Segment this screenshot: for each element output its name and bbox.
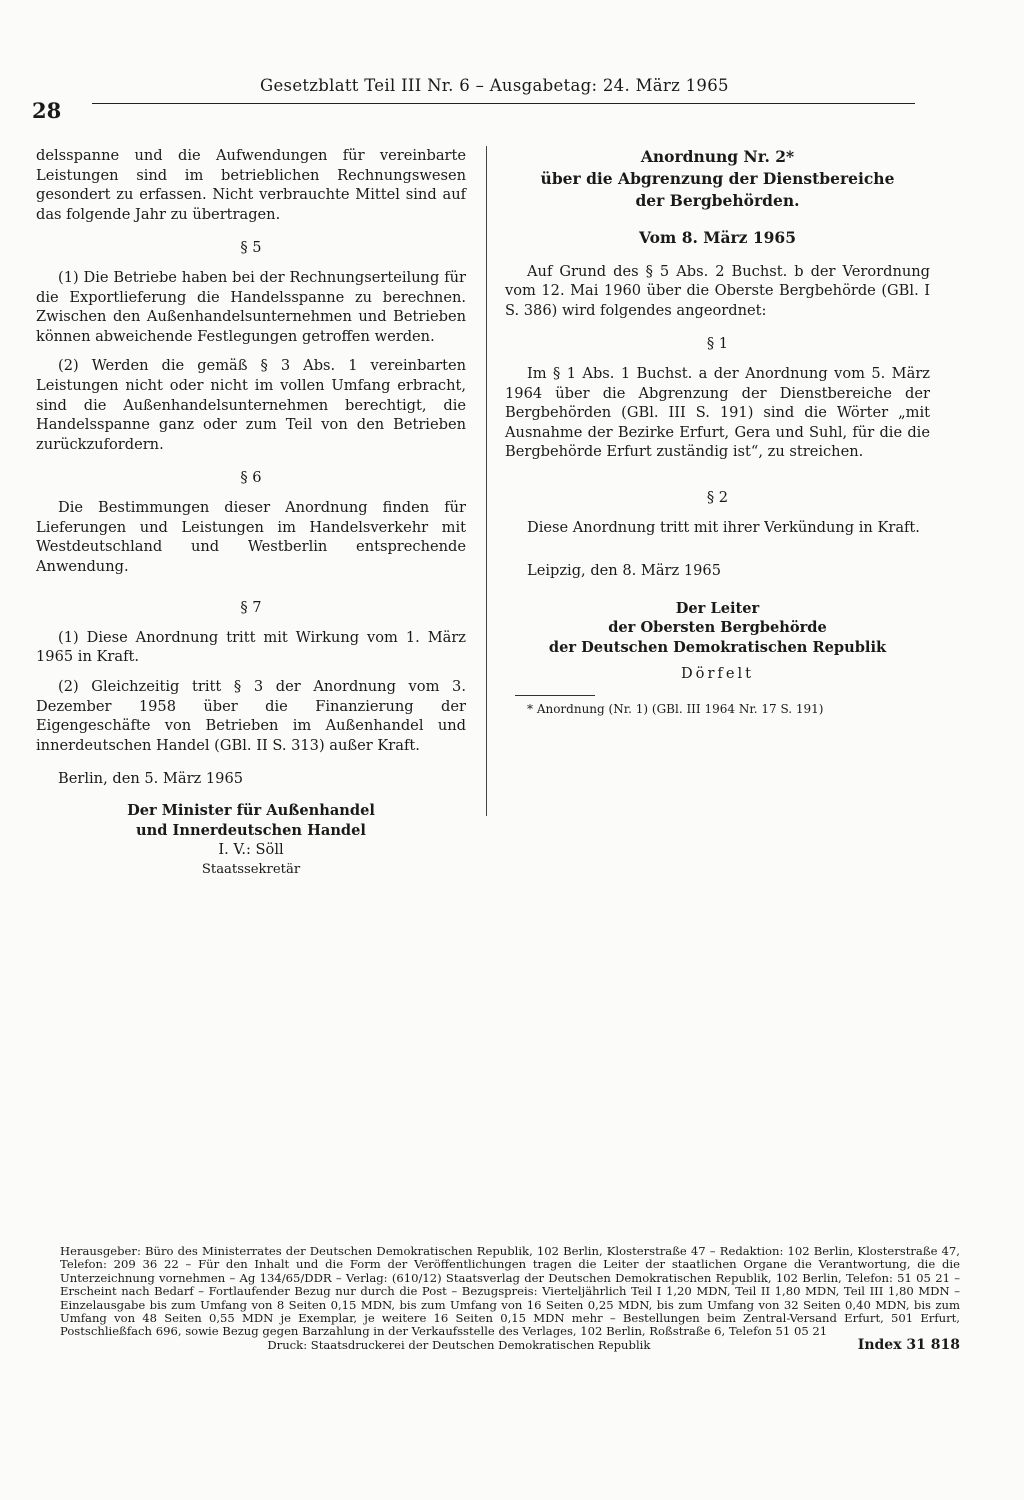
page-header bbox=[30, 76, 915, 123]
section-2-heading: § 2 bbox=[706, 488, 729, 506]
imprint-text: Herausgeber: Büro des Ministerrates der Deutschen Demokratischen Republik, 102 Berlin, Klosterstraße 47 – Redaktion: 102 Berlin, Klosterstraße 47, Telefon: 209 36 22 – Für den Inhalt und die Form der Veröffentlichungen tragen die Leiter der staatlichen Organe die Verantwortung, die die Unterzeichnung vornehmen – Ag 134/65/DDR – Verlag: (610/12) Staatsverlag der Deutschen Demokratischen Republik, 102 Berlin, Telefon: 51 05 21 – Erscheint nach Bedarf – Fortlaufender Bezug nur durch die Post – Bezugspreis: Vierteljährlich Teil I 1,20 MDN, Teil II 1,80 MDN, Teil III 1,80 MDN – Einzelausgabe bis zum Umfang von 8 Seiten 0,15 MDN, bis zum Umfang von 16 Seiten 0,25 MDN, bis zum Umfang von 32 Seiten 0,40 MDN, bis zum Umfang von 48 Seiten 0,55 MDN je Exemplar, je weitere 16 Seiten 0,15 MDN mehr – Bestellungen beim Zentral-Versand Erfurt, 501 Erfurt, Postschließfach 696, sowie Bezug gegen Barzahlung in der Verkaufsstelle des Verlages, 102 Berlin, Roßstraße 6, Telefon 51 05 21 bbox=[60, 1244, 960, 1339]
left-column bbox=[36, 146, 466, 879]
section-5-paragraph-1: (1) Die Betriebe haben bei der Rechnungserteilung für die Exportlieferung die Handelsspanne zu berechnen. Zwischen den Außenhandelsunternehmen und Betrieben können abweichende Festlegungen getroffen werden. bbox=[36, 268, 466, 345]
decree-title-3: der Bergbehörden. bbox=[635, 191, 800, 210]
signer-title-line-2: und Innerdeutschen Handel bbox=[136, 821, 366, 839]
intro-paragraph: delsspanne und die Aufwendungen für vereinbarte Leistungen sind im betrieblichen Rechnungswesen gesondert zu erfassen. Nicht verbrauchte Mittel sind auf das folgende Jahr zu übertragen. bbox=[36, 147, 466, 223]
footnote: * Anordnung (Nr. 1) (GBl. III 1964 Nr. 17 S. 191) bbox=[527, 702, 824, 717]
section-7-paragraph-1: (1) Diese Anordnung tritt mit Wirkung vom 1. März 1965 in Kraft. bbox=[36, 628, 466, 666]
signature-block bbox=[36, 801, 466, 879]
section-6-paragraph: Die Bestimmungen dieser Anordnung finden für Lieferungen und Leistungen im Handelsverkehr mit Westdeutschland und Westberlin entsprechende Anwendung. bbox=[36, 498, 466, 575]
running-title: Gesetzblatt Teil III Nr. 6 – Ausgabetag: 24. März 1965 bbox=[260, 76, 729, 95]
signer-name: I. V.: Söll bbox=[218, 841, 284, 859]
index-number: Index 31 818 bbox=[857, 1336, 960, 1353]
right-signer-line-3: der Deutschen Demokratischen Republik bbox=[548, 638, 887, 656]
right-signer-name: Dörfelt bbox=[680, 664, 755, 682]
right-signature-block bbox=[505, 599, 930, 683]
right-column bbox=[505, 146, 930, 720]
print-note: Druck: Staatsdruckerei der Deutschen Demokratischen Republik bbox=[267, 1337, 651, 1352]
page-number: 28 bbox=[32, 98, 62, 123]
decree-date: Vom 8. März 1965 bbox=[638, 228, 797, 247]
column-divider bbox=[486, 146, 487, 816]
right-place-date: Leipzig, den 8. März 1965 bbox=[527, 562, 721, 580]
header-rule bbox=[92, 103, 915, 104]
section-1-heading: § 1 bbox=[706, 335, 729, 353]
section-2-paragraph: Diese Anordnung tritt mit ihrer Verkündung in Kraft. bbox=[527, 518, 920, 536]
decree-title-1: Anordnung Nr. 2* bbox=[640, 147, 795, 166]
section-6-heading: § 6 bbox=[240, 469, 262, 487]
decree-title-2: über die Abgrenzung der Dienstbereiche bbox=[540, 169, 895, 188]
right-signer-line-1: Der Leiter bbox=[675, 599, 760, 617]
footnote-rule bbox=[515, 695, 595, 696]
section-5-paragraph-2: (2) Werden die gemäß § 3 Abs. 1 vereinbarten Leistungen nicht oder nicht im vollen Umfang erbracht, sind die Außenhandelsunternehmen berechtigt, die Handelsspanne ganz oder zum Teil von den Betrieben zurückzufordern. bbox=[36, 357, 466, 453]
section-1-paragraph: Im § 1 Abs. 1 Buchst. a der Anordnung vom 5. März 1964 über die Abgrenzung der Dienstbereiche der Bergbehörden (GBl. III S. 191) sind die Wörter „mit Ausnahme der Bezirke Erfurt, Gera und Suhl, für die die Bergbehörde Erfurt zuständig ist“, zu streichen. bbox=[505, 364, 930, 461]
section-7-paragraph-2: (2) Gleichzeitig tritt § 3 der Anordnung vom 3. Dezember 1958 über die Finanzierung der Eigengeschäfte von Betrieben im Außenhandel und innerdeutschen Handel (GBl. II S. 313) außer Kraft. bbox=[36, 678, 466, 754]
imprint-last-line bbox=[60, 1336, 960, 1353]
preamble: Auf Grund des § 5 Abs. 2 Buchst. b der Verordnung vom 12. Mai 1960 über die Oberste Bergbehörde (GBl. I S. 386) wird folgendes angeordnet: bbox=[505, 262, 930, 319]
place-date: Berlin, den 5. März 1965 bbox=[58, 770, 244, 788]
right-signer-line-2: der Obersten Bergbehörde bbox=[608, 619, 827, 637]
signer-role: Staatssekretär bbox=[201, 861, 301, 877]
signer-title-line-1: Der Minister für Außenhandel bbox=[127, 802, 375, 820]
imprint bbox=[60, 1245, 960, 1352]
section-7-heading: § 7 bbox=[240, 599, 262, 617]
section-5-heading: § 5 bbox=[240, 239, 262, 257]
